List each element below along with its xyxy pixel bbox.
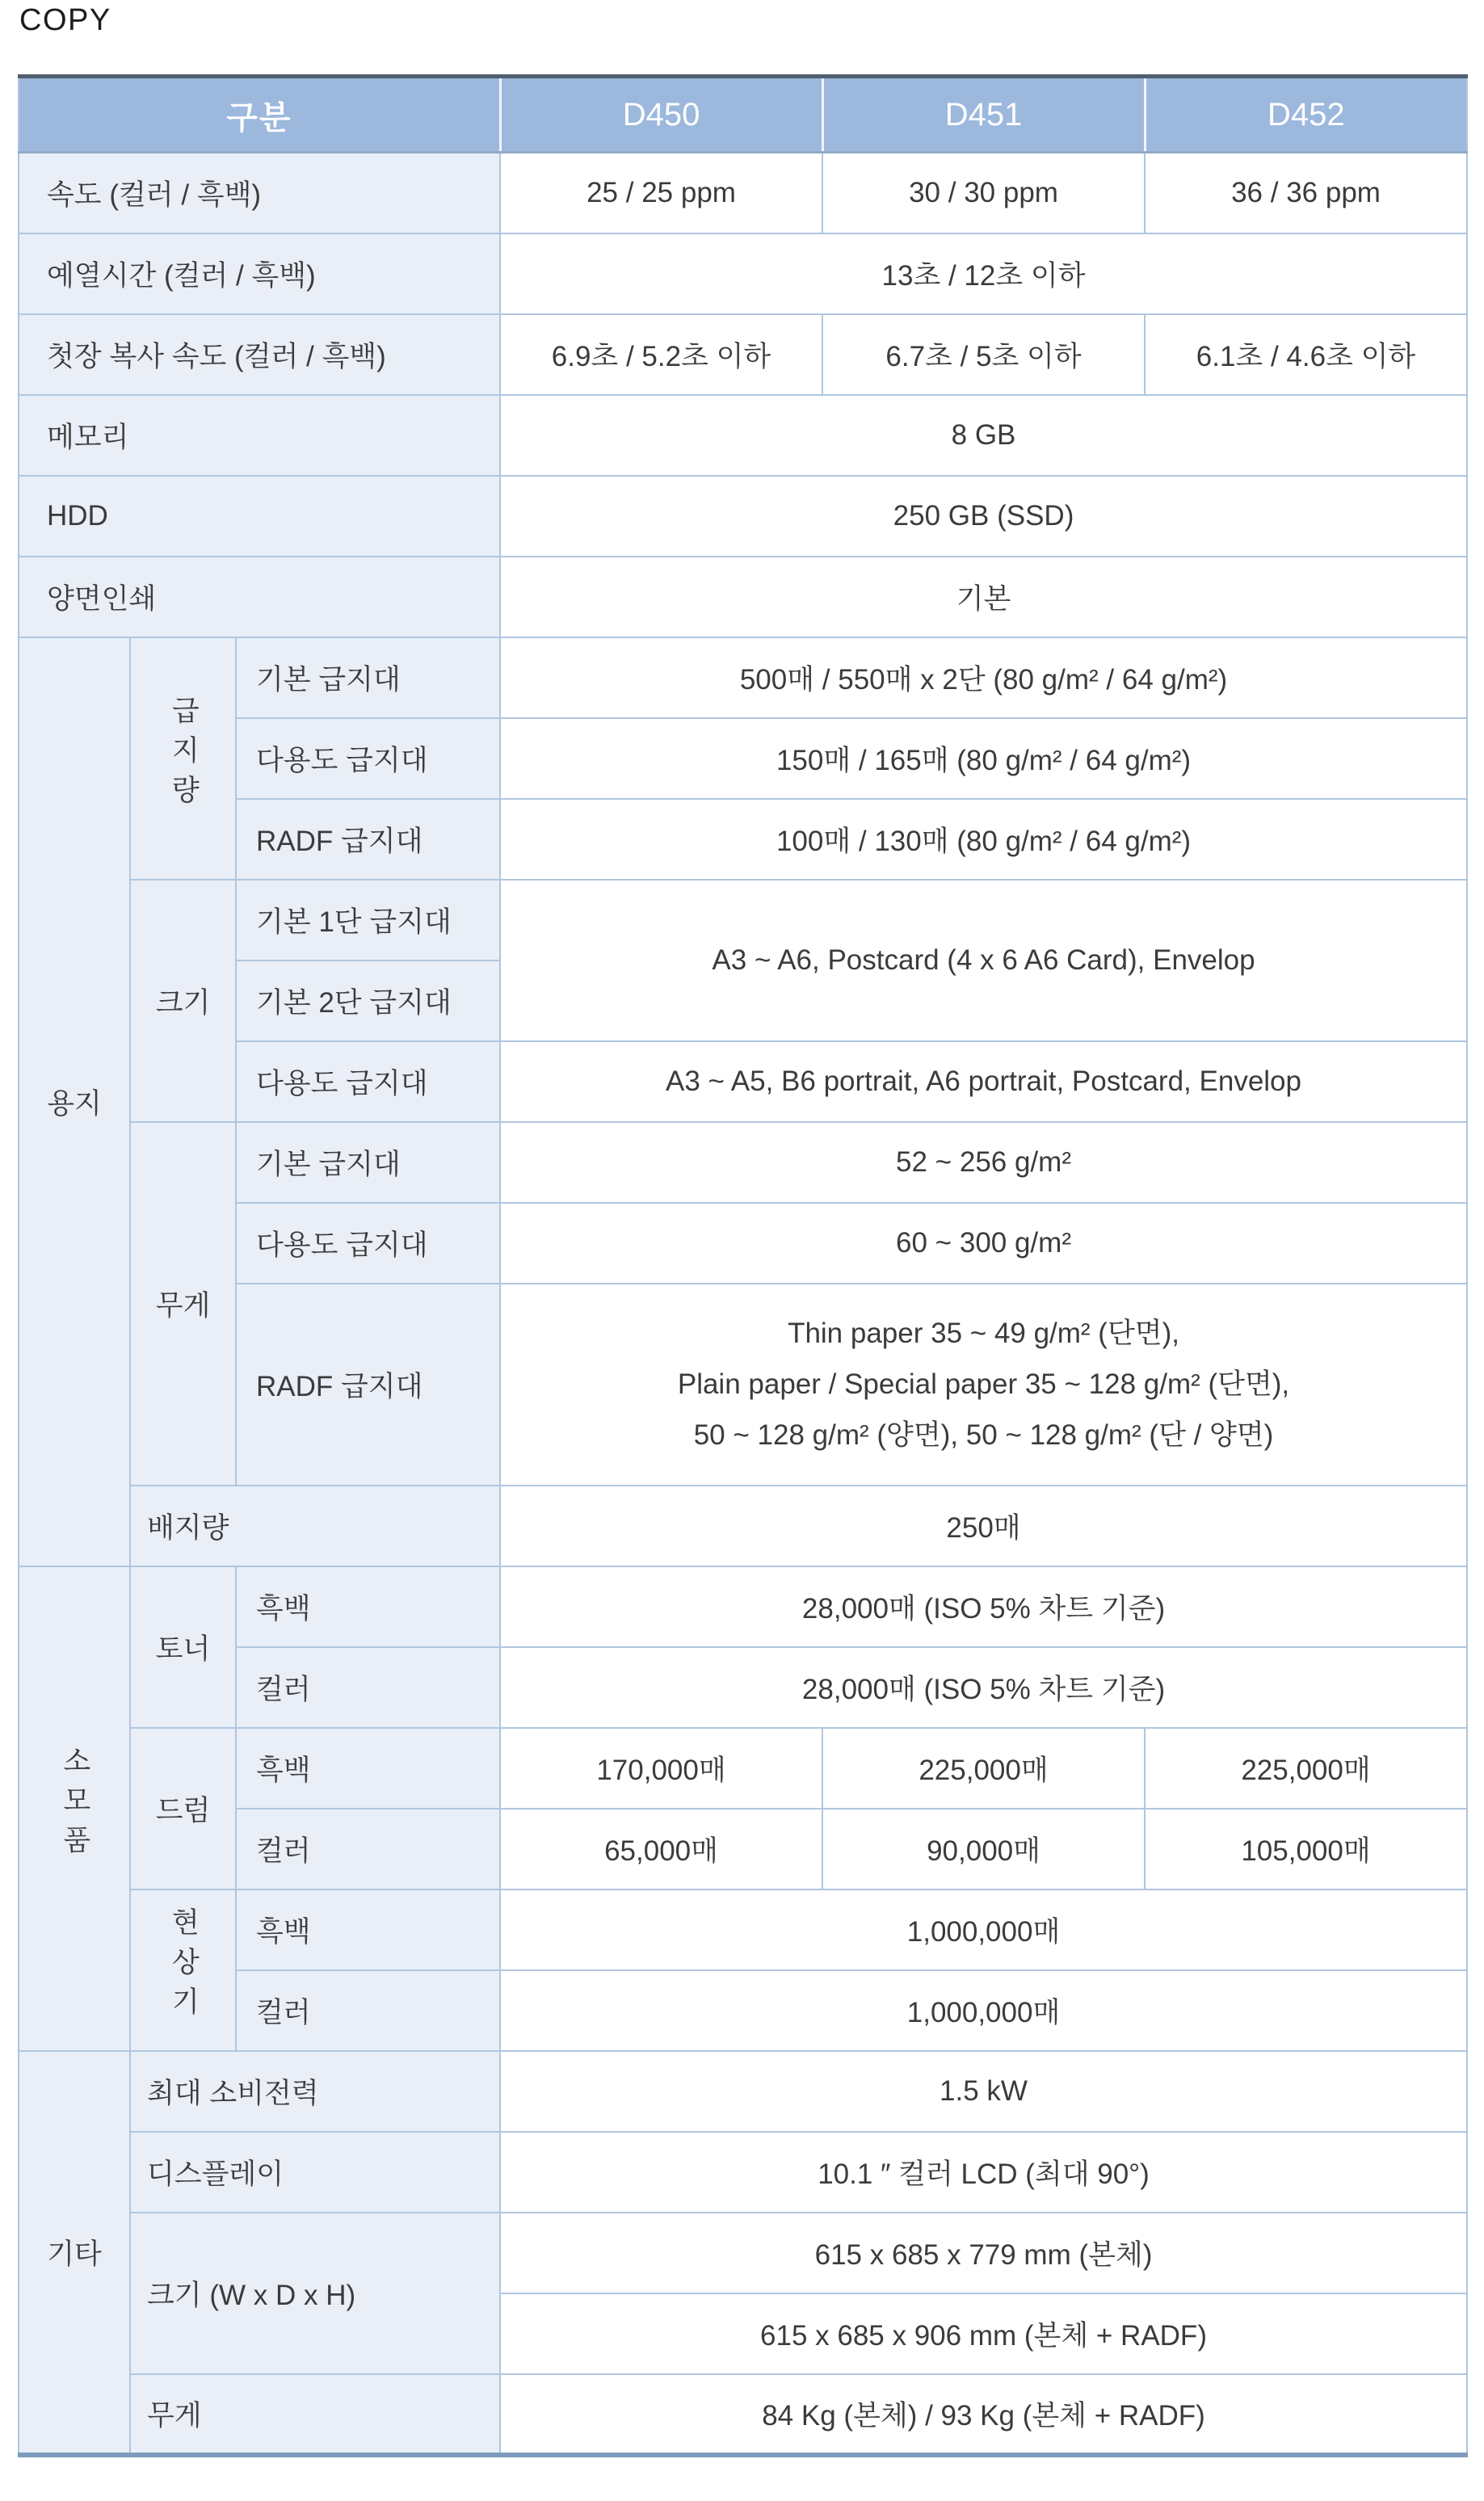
- duplex-value: 기본: [500, 557, 1467, 637]
- speed-d450: 25 / 25 ppm: [500, 153, 822, 233]
- capacity-basic-label: 기본 급지대: [236, 637, 500, 718]
- dimensions-radf-value: 615 x 685 x 906 mm (본체 + RADF): [500, 2293, 1467, 2374]
- row-etc-display: [19, 2132, 1467, 2213]
- first-copy-d451: 6.7초 / 5초 이하: [822, 314, 1145, 395]
- developer-color-value: 1,000,000매: [500, 1970, 1467, 2051]
- size-group-text: 크기: [155, 986, 211, 1019]
- weight-radf-line1: Thin paper 35 ~ 49 g/m² (단면),: [788, 1318, 1179, 1349]
- etc-weight-label: 무게: [130, 2374, 500, 2455]
- capacity-radf-label: RADF 급지대: [236, 799, 500, 880]
- row-paper-capacity-basic: [19, 637, 1467, 718]
- duplex-label: 양면인쇄: [19, 557, 500, 637]
- row-speed: [19, 153, 1467, 233]
- power-label: 최대 소비전력: [130, 2051, 500, 2132]
- header-model-d451: D451: [822, 77, 1145, 153]
- header-model-d452: D452: [1145, 77, 1467, 153]
- size-tray1-label: 기본 1단 급지대: [236, 880, 500, 960]
- memory-value: 8 GB: [500, 395, 1467, 476]
- output-value: 250매: [500, 1486, 1467, 1566]
- row-developer-color: [19, 1970, 1467, 2051]
- row-etc-power: [19, 2051, 1467, 2132]
- speed-d451: 30 / 30 ppm: [822, 153, 1145, 233]
- row-paper-weight-basic: [19, 1122, 1467, 1203]
- row-first-copy: [19, 314, 1467, 395]
- developer-group-text: 현상기: [167, 1906, 200, 2026]
- hdd-value: 250 GB (SSD): [500, 476, 1467, 557]
- table-header-row: [19, 77, 1467, 153]
- capacity-mp-label: 다용도 급지대: [236, 718, 500, 799]
- toner-group-text: 토너: [155, 1633, 211, 1665]
- toner-bw-value: 28,000매 (ISO 5% 차트 기준): [500, 1566, 1467, 1647]
- size-group-label: [130, 880, 236, 1122]
- toner-color-label: 컬러: [236, 1647, 500, 1728]
- etc-weight-value: 84 Kg (본체) / 93 Kg (본체 + RADF): [500, 2374, 1467, 2455]
- warmup-value: 13초 / 12초 이하: [500, 233, 1467, 314]
- capacity-radf-value: 100매 / 130매 (80 g/m² / 64 g/m²): [500, 799, 1467, 880]
- supplies-group-text: 소모품: [59, 1745, 91, 1864]
- toner-group-label: [130, 1566, 236, 1728]
- weight-basic-label: 기본 급지대: [236, 1122, 500, 1203]
- row-drum-color: [19, 1809, 1467, 1889]
- developer-bw-label: 흑백: [236, 1889, 500, 1970]
- row-memory: [19, 395, 1467, 476]
- row-duplex: [19, 557, 1467, 637]
- weight-group-label: [130, 1122, 236, 1486]
- capacity-basic-value: 500매 / 550매 x 2단 (80 g/m² / 64 g/m²): [500, 637, 1467, 718]
- etc-group-text: 기타: [47, 2238, 102, 2270]
- row-drum-bw: [19, 1728, 1467, 1809]
- row-warmup: [19, 233, 1467, 314]
- developer-group-label: [130, 1889, 236, 2051]
- toner-color-value: 28,000매 (ISO 5% 차트 기준): [500, 1647, 1467, 1728]
- capacity-mp-value: 150매 / 165매 (80 g/m² / 64 g/m²): [500, 718, 1467, 799]
- copy-spec-table: [18, 74, 1468, 2457]
- capacity-group-text: 급지량: [167, 695, 200, 814]
- power-value: 1.5 kW: [500, 2051, 1467, 2132]
- row-toner-bw: [19, 1566, 1467, 1647]
- row-etc-dimensions-body: [19, 2213, 1467, 2293]
- drum-color-d451: 90,000매: [822, 1809, 1145, 1889]
- paper-group-label: [19, 637, 130, 1566]
- speed-d452: 36 / 36 ppm: [1145, 153, 1467, 233]
- row-hdd: [19, 476, 1467, 557]
- drum-group-text: 드럼: [155, 1794, 211, 1826]
- dimensions-label: 크기 (W x D x H): [130, 2213, 500, 2374]
- row-paper-size-mp: [19, 1041, 1467, 1122]
- paper-group-text: 용지: [47, 1087, 102, 1120]
- capacity-group-label: [130, 637, 236, 880]
- developer-bw-value: 1,000,000매: [500, 1889, 1467, 1970]
- toner-bw-label: 흑백: [236, 1566, 500, 1647]
- memory-label: 메모리: [19, 395, 500, 476]
- warmup-label: 예열시간 (컬러 / 흑백): [19, 233, 500, 314]
- size-tray-value: A3 ~ A6, Postcard (4 x 6 A6 Card), Envelop: [500, 880, 1467, 1041]
- row-toner-color: [19, 1647, 1467, 1728]
- speed-label: 속도 (컬러 / 흑백): [19, 153, 500, 233]
- drum-color-label: 컬러: [236, 1809, 500, 1889]
- supplies-group-label: [19, 1566, 130, 2051]
- weight-radf-label: RADF 급지대: [236, 1284, 500, 1486]
- weight-radf-value: [500, 1284, 1467, 1486]
- row-etc-weight: [19, 2374, 1467, 2455]
- size-mp-label: 다용도 급지대: [236, 1041, 500, 1122]
- row-paper-capacity-radf: [19, 799, 1467, 880]
- first-copy-label: 첫장 복사 속도 (컬러 / 흑백): [19, 314, 500, 395]
- drum-bw-d452: 225,000매: [1145, 1728, 1467, 1809]
- dimensions-body-value: 615 x 685 x 779 mm (본체): [500, 2213, 1467, 2293]
- weight-radf-line2: Plain paper / Special paper 35 ~ 128 g/m² (단면),: [677, 1368, 1290, 1400]
- display-value: 10.1 ″ 컬러 LCD (최대 90°): [500, 2132, 1467, 2213]
- output-label: 배지량: [130, 1486, 500, 1566]
- drum-bw-d451: 225,000매: [822, 1728, 1145, 1809]
- drum-group-label: [130, 1728, 236, 1889]
- weight-mp-value: 60 ~ 300 g/m²: [500, 1203, 1467, 1284]
- weight-group-text: 무게: [155, 1289, 211, 1322]
- row-paper-weight-radf: [19, 1284, 1467, 1486]
- weight-basic-value: 52 ~ 256 g/m²: [500, 1122, 1467, 1203]
- display-label: 디스플레이: [130, 2132, 500, 2213]
- row-developer-bw: [19, 1889, 1467, 1970]
- weight-mp-label: 다용도 급지대: [236, 1203, 500, 1284]
- first-copy-d450: 6.9초 / 5.2초 이하: [500, 314, 822, 395]
- row-paper-capacity-mp: [19, 718, 1467, 799]
- drum-color-d452: 105,000매: [1145, 1809, 1467, 1889]
- drum-color-d450: 65,000매: [500, 1809, 822, 1889]
- hdd-label: HDD: [19, 476, 500, 557]
- drum-bw-d450: 170,000매: [500, 1728, 822, 1809]
- first-copy-d452: 6.1초 / 4.6초 이하: [1145, 314, 1467, 395]
- weight-radf-line3: 50 ~ 128 g/m² (양면), 50 ~ 128 g/m² (단 / 양면): [693, 1419, 1274, 1451]
- page-title: COPY: [19, 3, 111, 37]
- etc-group-label: [19, 2051, 130, 2455]
- size-tray2-label: 기본 2단 급지대: [236, 960, 500, 1041]
- developer-color-label: 컬러: [236, 1970, 500, 2051]
- size-mp-value: A3 ~ A5, B6 portrait, A6 portrait, Postcard, Envelop: [500, 1041, 1467, 1122]
- header-model-d450: D450: [500, 77, 822, 153]
- row-paper-output: [19, 1486, 1467, 1566]
- row-paper-weight-mp: [19, 1203, 1467, 1284]
- row-paper-size-tray1: [19, 880, 1467, 960]
- header-category: 구분: [19, 77, 500, 153]
- drum-bw-label: 흑백: [236, 1728, 500, 1809]
